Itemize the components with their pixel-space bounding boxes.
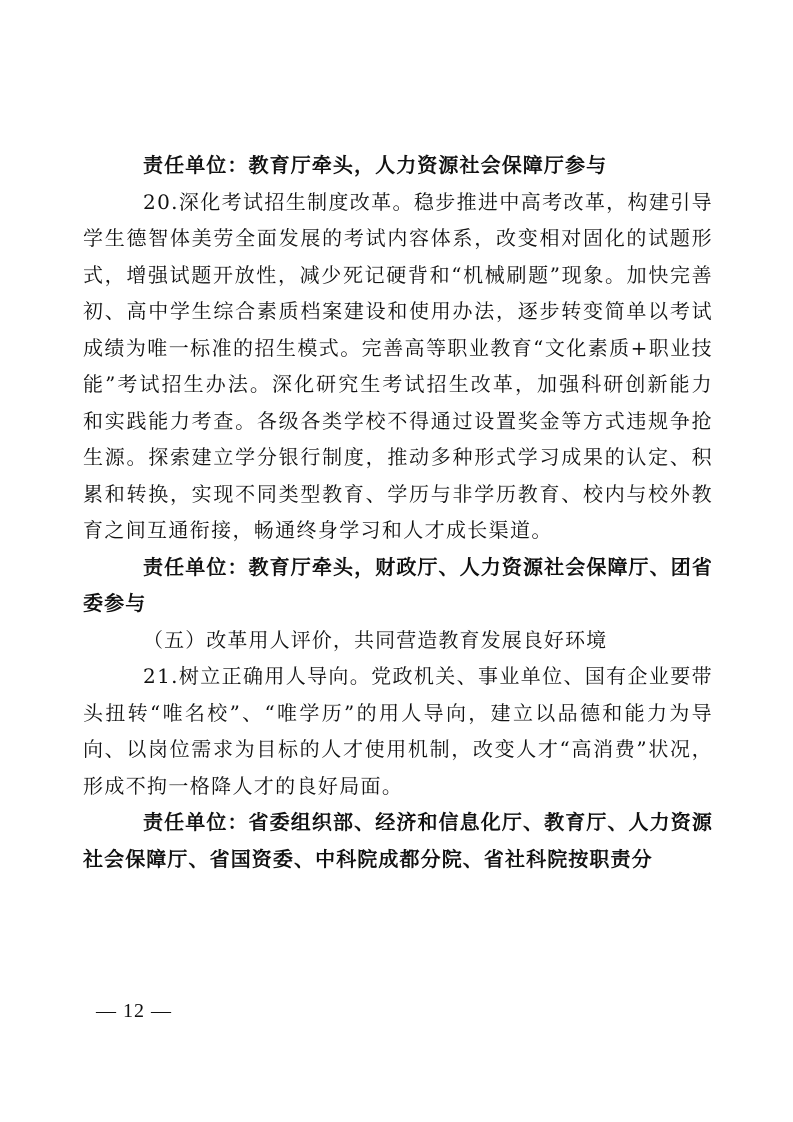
responsibility-note: 责任单位：教育厅牵头，人力资源社会保障厅参与	[143, 153, 608, 177]
responsibility-note: 责任单位：省委组织部、经济和信息化厅、教育厅、人力资源社会保障厅、省国资委、中科院成都分院、省社科院按职责分	[83, 810, 713, 871]
body-paragraph: 20.深化考试招生制度改革。稳步推进中高考改革，构建引导学生德智体美劳全面发展的考试内容体系，改变相对固化的试题形式，增强试题开放性，减少死记硬背和“机械刷题”现象。加快完善初、高中学生综合素质档案建设和使用办法，逐步转变简单以考试成绩为唯一标准的招生模式。完善高等职业教育“文化素质+职业技能”考试招生办法。深化研究生考试招生改革，加强科研创新能力和实践能力考查。各级各类学校不得通过设置奖金等方式违规争抢生源。探索建立学分银行制度，推动多种形式学习成果的认定、积累和转换，实现不同类型教育、学历与非学历教育、校内与校外教育之间互通衔接，畅通终身学习和人才成长渠道。	[83, 189, 713, 542]
body-paragraph: 21.树立正确用人导向。党政机关、事业单位、国有企业要带头扭转“唯名校”、“唯学历”的用人导向，建立以品德和能力为导向、以岗位需求为目标的人才使用机制，改变人才“高消费”状况，形成不拘一格降人才的良好局面。	[83, 664, 713, 798]
document-body	[83, 147, 713, 877]
responsibility-note: 责任单位：教育厅牵头，财政厅、人力资源社会保障厅、团省委参与	[83, 554, 713, 615]
section-heading: （五）改革用人评价，共同营造教育发展良好环境	[143, 627, 608, 652]
page-number: — 12 —	[96, 1000, 172, 1022]
